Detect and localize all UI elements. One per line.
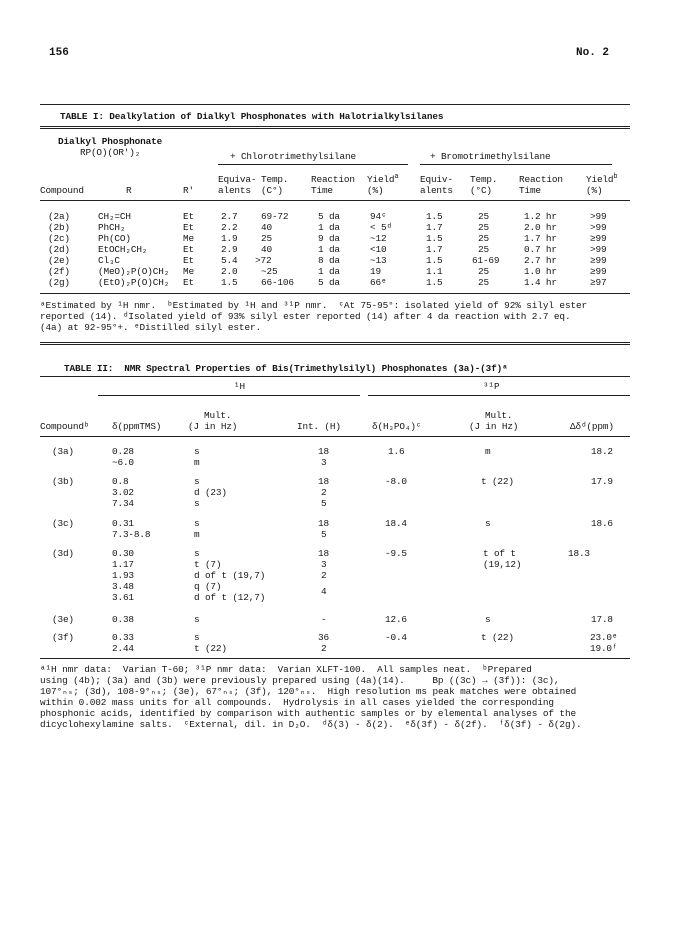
table1-cell-tempb: 61-69 [472,255,500,266]
table2-group-h: ¹H [234,381,245,392]
table1-cell-yieldb: ≥99 [590,233,607,244]
table2-cell-dd: 19.0ᶠ [590,643,618,654]
table2-cell-mult: s [194,518,200,529]
table2-group-p: ³¹P [483,381,500,392]
table2-caption: TABLE II: NMR Spectral Properties of Bis(Trimethylsilyl) Phosphonates (3a)-(3f)ᵃ [64,363,508,374]
table1-footnote-3: (4a) at 92-95°+. ᵉDistilled silyl ester. [40,322,262,333]
table1-cell-tempb: 25 [478,222,489,233]
table2-cell-delta: 2.44 [112,643,134,654]
table2-cell-delta: 1.93 [112,570,134,581]
table1-cell-equivb: 1.5 [426,277,443,288]
table1-cell-equiv: 1.9 [221,233,238,244]
table2-col-compound: Compoundᵇ [40,421,90,432]
table2-cell-int: 18 [318,476,329,487]
table2-cell-multp: s [485,518,491,529]
table2-cell-delta: ~6.0 [112,457,134,468]
table2-footnote-1: ᵃ¹H nmr data: Varian T-60; ³¹P nmr data: Varian XLFT-100. All samples neat. ᵇPrepared [40,664,532,675]
table1-group-bromo: + Bromotrimethylsilane [430,151,551,162]
table1-cell-equivb: 1.7 [426,222,443,233]
table2-cell-int: 3 [321,559,327,570]
table2-cell-delta-p: -8.0 [385,476,407,487]
table2-caption-rule [40,376,630,377]
table1-cell-yieldb: >99 [590,211,607,222]
table2-cell-dd: 23.0ᵉ [590,632,618,643]
table1-cell-timeb: 2.0 hr [524,222,557,233]
table2-cell-int: 2 [321,570,327,581]
table1-col-timeb: Reaction Time [519,174,563,196]
table1-cell-equiv: 2.7 [221,211,238,222]
table2-footnote-6: dicyclohexylamine salts. ᶜExternal, dil. in D₂O. ᵈδ(3) - δ(2). ᵉδ(3f) - δ(2f). ᶠδ(3f) - δ(2g). [40,719,582,730]
table1-cell-temp: 40 [261,222,272,233]
table2-cell-mult: s [194,548,200,559]
table2-cell-multp: (19,12) [483,559,522,570]
table2-cell-mult: d of t (12,7) [194,592,266,603]
table1-col-compound: Compound [40,185,84,196]
table1-cell-temp: 69-72 [261,211,289,222]
table2-cell-delta: 0.8 [112,476,129,487]
table1-end-rule [40,342,630,345]
table1-cell-compound: (2e) [48,255,70,266]
table2-col-delta-p: δ(H₃PO₄)ᶜ [372,421,422,432]
table2-cell-delta: 1.17 [112,559,134,570]
table2-cell-delta-p: 18.4 [385,518,407,529]
table2-header-rule [40,436,630,437]
table2-cell-mult: d (23) [194,487,227,498]
table1-cell-timeb: 2.7 hr [524,255,557,266]
table2-cell-int: - [321,614,327,625]
table2-cell-delta: 0.38 [112,614,134,625]
table1-cell-timeb: 1.2 hr [524,211,557,222]
table1-cell-time: 1 da [318,222,340,233]
table1-head-line2: RP(O)(OR')₂ [80,147,141,158]
table2-cell-compound: (3f) [52,632,74,643]
table1-footnote-1: ᵃEstimated by ¹H nmr. ᵇEstimated by ¹H and ³¹P nmr. ᶜAt 75-95°: isolated yield of 92% silyl ester [40,300,588,311]
table2-cell-multp: s [485,614,491,625]
table2-cell-mult: s [194,446,200,457]
table1-cell-equiv: 5.4 [221,255,238,266]
table1-cell-yieldb: ≥97 [590,277,607,288]
table1-cell-equiv: 2.9 [221,244,238,255]
table1-cell-yield: 66ᵉ [370,277,387,288]
table2-cell-delta-p: -9.5 [385,548,407,559]
table1-cell-yield: <10 [370,244,387,255]
table1-cell-temp: 66-106 [261,277,294,288]
table2-cell-multp: m [485,446,491,457]
table2-group-rule-h [98,395,360,396]
table2-cell-delta: 7.34 [112,498,134,509]
table1-header-rule [40,200,630,201]
table1-head-line1: Dialkyl Phosphonate [58,136,163,147]
table1-cell-tempb: 25 [478,211,489,222]
table1-cell-compound: (2c) [48,233,70,244]
table1-cell-compound: (2b) [48,222,70,233]
table1-col-equiv: Equiva- alents [218,174,257,196]
table2-cell-delta: 0.28 [112,446,134,457]
table1-col-tempb: Temp. (°C) [470,174,498,196]
table1-cell-timeb: 0.7 hr [524,244,557,255]
table2-col-mult: Mult. (J in Hz) [188,410,238,432]
table1-cell-yield: < 5ᵈ [370,222,392,233]
table1-cell-tempb: 25 [478,277,489,288]
page-number: 156 [49,47,69,59]
table2-cell-int: 36 [318,632,329,643]
table2-cell-delta: 0.31 [112,518,134,529]
table1-col-temp: Temp. (C°) [261,174,289,196]
table1-cell-equivb: 1.1 [426,266,443,277]
table2-cell-delta-p: 1.6 [388,446,405,457]
table1-cell-equivb: 1.5 [426,211,443,222]
table1-col-time: Reaction Time [311,174,355,196]
table2-cell-int: 5 [321,498,327,509]
table1-cell-time: 5 da [318,277,340,288]
table2-footnote-2: using (4b); (3a) and (3b) were previously prepared using (4a)(14). Bp ((3c) → (3f)): (3c), [40,675,560,686]
table1-cell-time: 8 da [318,255,340,266]
table2-footnote-4: within 0.002 mass units for all compounds. Hydrolysis in all cases yielded the corresponding [40,697,554,708]
table2-cell-int: 18 [318,548,329,559]
table2-cell-int: 18 [318,518,329,529]
table2-cell-multp: t (22) [481,476,514,487]
table1-cell-rprime: Et [183,277,194,288]
table2-cell-mult: q (7) [194,581,222,592]
table2-cell-delta: 3.61 [112,592,134,603]
table2-group-rule-p [368,395,630,396]
table2-footnote-5: phosphonic acids, identified by comparison with authentic samples or by elemental analyses of the [40,708,577,719]
table1-cell-rprime: Et [183,222,194,233]
table2-cell-delta: 7.3-8.8 [112,529,151,540]
table1-cell-r: (MeO)₂P(O)CH₂ [98,266,170,277]
table1-cell-r: (EtO)₂P(O)CH₂ [98,277,170,288]
table1-cell-temp: 40 [261,244,272,255]
table2-cell-int: 2 [321,487,327,498]
table1-caption: TABLE I: Dealkylation of Dialkyl Phosphonates with Halotrialkylsilanes [60,111,444,122]
table1-cell-equivb: 1.5 [426,255,443,266]
table1-cell-temp: 25 [261,233,272,244]
table2-col-int: Int. (H) [297,421,341,432]
table2-cell-compound: (3b) [52,476,74,487]
table1-cell-compound: (2d) [48,244,70,255]
table2-cell-delta: 3.48 [112,581,134,592]
table1-cell-equivb: 1.7 [426,244,443,255]
table1-cell-equivb: 1.5 [426,233,443,244]
table2-col-delta-h: δ(ppmTMS) [112,421,162,432]
table1-group-chloro: + Chlorotrimethylsilane [230,151,356,162]
table2-cell-compound: (3c) [52,518,74,529]
table2-cell-compound: (3a) [52,446,74,457]
table2-cell-mult: m [194,529,200,540]
table1-cell-compound: (2f) [48,266,70,277]
table2-cell-mult: s [194,476,200,487]
table1-cell-timeb: 1.7 hr [524,233,557,244]
table1-col-equivb: Equiv- alents [420,174,453,196]
table1-cell-rprime: Et [183,255,194,266]
table2-cell-int: 4 [321,586,327,597]
table2-cell-delta: 0.30 [112,548,134,559]
table2-cell-delta-p: -0.4 [385,632,407,643]
table2-col-multp: Mult. (J in Hz) [469,410,519,432]
table2-cell-compound: (3d) [52,548,74,559]
table1-cell-yieldb: >99 [590,222,607,233]
table1-cell-equiv: 2.0 [221,266,238,277]
table1-cell-yield: 94ᶜ [370,211,387,222]
table1-cell-r: Cl₃C [98,255,120,266]
table1-cell-time: 1 da [318,266,340,277]
table2-cell-int: 18 [318,446,329,457]
table1-cell-r: CH₂=CH [98,211,131,222]
table1-cell-tempb: 25 [478,266,489,277]
table2-cell-mult: s [194,498,200,509]
table2-cell-mult: t (7) [194,559,222,570]
table1-cell-yieldb: ≥99 [590,266,607,277]
table2-cell-mult: s [194,632,200,643]
table1-cell-r: PhCH₂ [98,222,126,233]
table2-cell-mult: s [194,614,200,625]
table1-cell-tempb: 25 [478,244,489,255]
table2-cell-multp: t (22) [481,632,514,643]
table2-cell-dd: 18.6 [591,518,613,529]
table1-cell-rprime: Me [183,266,194,277]
table1-cell-compound: (2a) [48,211,70,222]
table1-cell-yieldb: ≥99 [590,255,607,266]
table2-cell-int: 5 [321,529,327,540]
issue-number: No. 2 [576,47,610,59]
table2-col-dd: Δδᵈ(ppm) [570,421,614,432]
table2-footnote-3: 107°ₙₛ; (3d), 108-9°ₙₛ; (3e), 67°ₙₛ; (3f), 120°ₙₛ. High resolution ms peak matches were obtained [40,686,577,697]
table2-cell-delta: 3.02 [112,487,134,498]
table1-cell-time: 1 da [318,244,340,255]
table2-bottom-rule [40,658,630,659]
table2-cell-mult: t (22) [194,643,227,654]
table1-caption-rule [40,126,630,129]
table1-bottom-rule [40,293,630,294]
table1-cell-tempb: 25 [478,233,489,244]
table2-cell-delta: 0.33 [112,632,134,643]
table2-cell-mult: m [194,457,200,468]
table1-cell-r: Ph(CO) [98,233,131,244]
table1-group-rule-chloro [218,164,408,165]
table1-cell-r: EtOCH₂CH₂ [98,244,148,255]
table1-cell-temp: >72 [255,255,272,266]
table2-cell-mult: d of t (19,7) [194,570,266,581]
table1-cell-rprime: Me [183,233,194,244]
table1-cell-yield: 19 [370,266,381,277]
table1-cell-compound: (2g) [48,277,70,288]
table1-cell-equiv: 1.5 [221,277,238,288]
table2-cell-dd: 18.3 [568,548,590,559]
table2-cell-dd: 18.2 [591,446,613,457]
table2-cell-delta-p: 12.6 [385,614,407,625]
table1-cell-time: 5 da [318,211,340,222]
table2-cell-compound: (3e) [52,614,74,625]
table1-cell-yield: ~13 [370,255,387,266]
table1-cell-time: 9 da [318,233,340,244]
table1-group-rule-bromo [420,164,612,165]
table1-col-r: R [126,185,132,196]
table2-cell-int: 3 [321,457,327,468]
table1-top-rule [40,104,630,105]
table1-footnote-2: reported (14). ᵈIsolated yield of 93% silyl ester reported (14) after 4 da reaction with 2.7 eq. [40,311,571,322]
table1-cell-yieldb: >99 [590,244,607,255]
table1-cell-equiv: 2.2 [221,222,238,233]
table1-cell-rprime: Et [183,244,194,255]
table1-col-yield: Yield$^a$ (%) [367,172,399,196]
table2-cell-dd: 17.9 [591,476,613,487]
table2-cell-multp: t of t [483,548,516,559]
table1-cell-temp: ~25 [261,266,278,277]
table2-cell-int: 2 [321,643,327,654]
table1-col-yieldb: Yield$^b$ (%) [586,172,618,196]
table1-cell-rprime: Et [183,211,194,222]
table1-cell-timeb: 1.4 hr [524,277,557,288]
table1-cell-yield: ~12 [370,233,387,244]
table1-col-rprime: R' [183,185,194,196]
table1-cell-timeb: 1.0 hr [524,266,557,277]
table2-cell-dd: 17.8 [591,614,613,625]
